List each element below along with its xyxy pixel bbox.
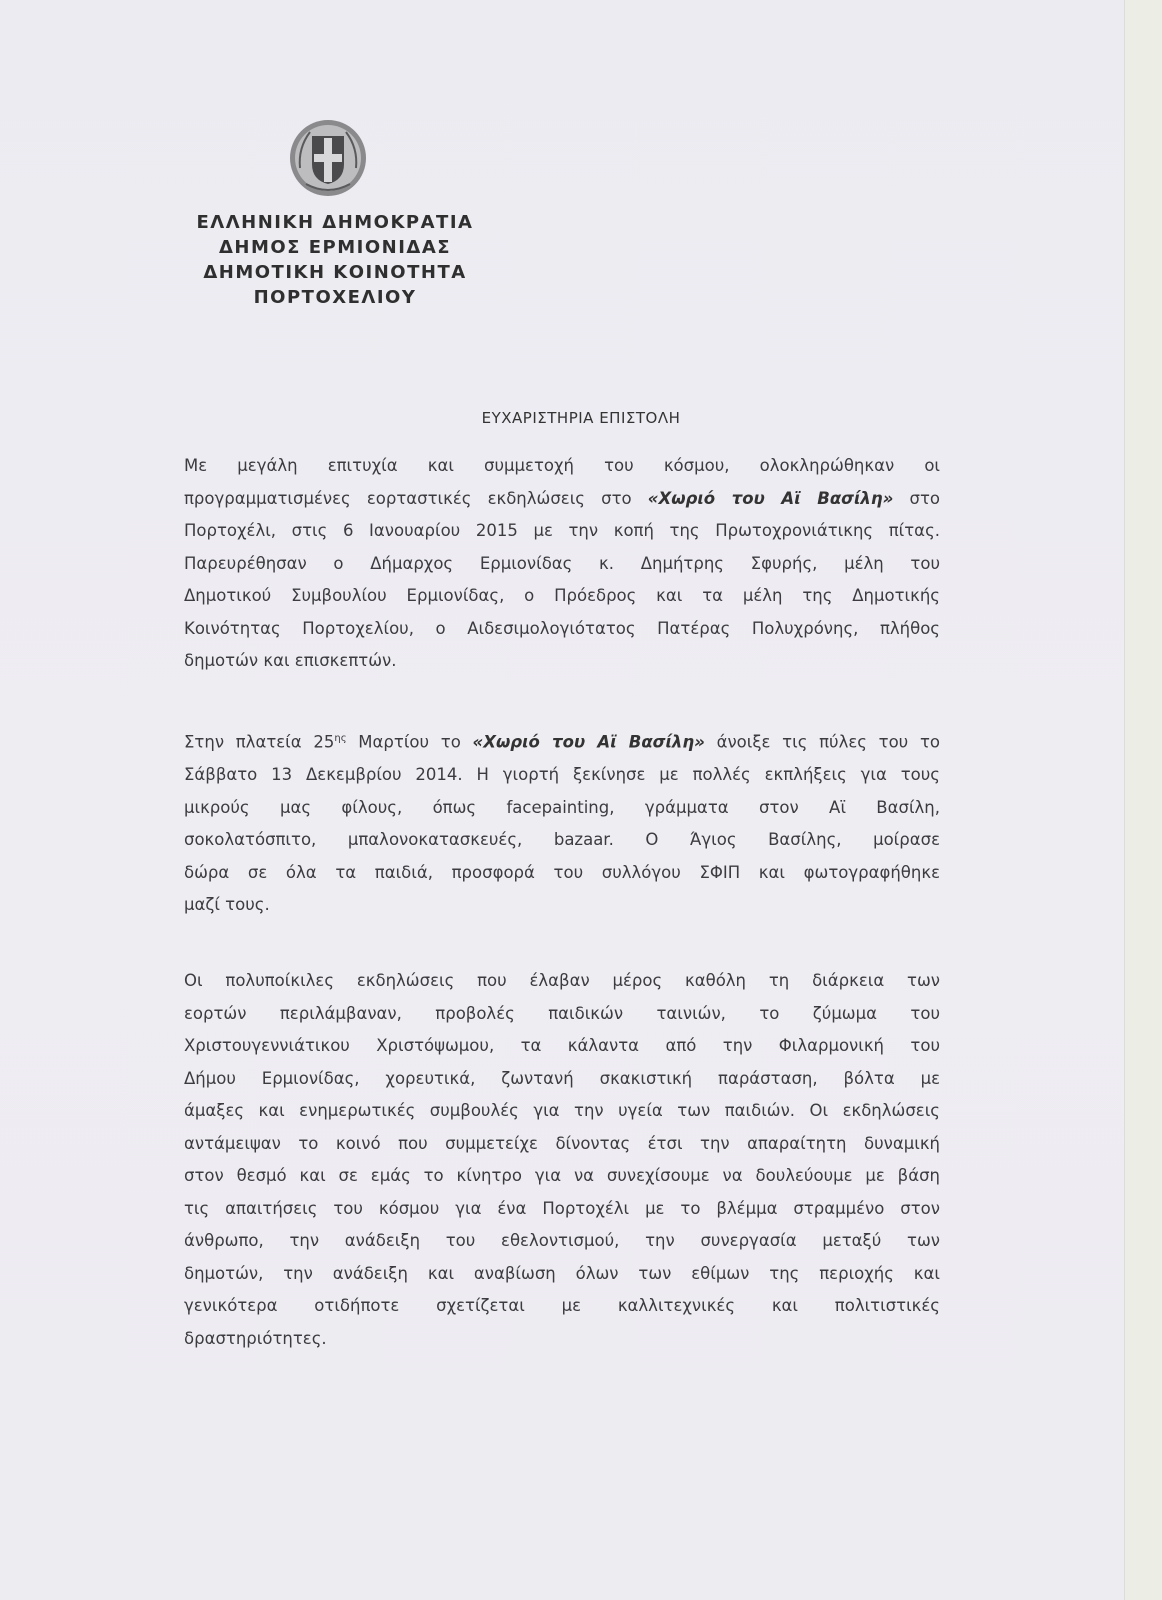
document-title: ΕΥΧΑΡΙΣΤΗΡΙΑ ΕΠΙΣΤΟΛΗ [481, 409, 681, 427]
text-line: τις απαιτήσεις του κόσμου για ένα Πορτοχέλι με το βλέμμα στραμμένο στον [184, 1198, 940, 1218]
header-line: ΔΗΜΟΤΙΚΗ ΚΟΙΝΟΤΗΤΑ [203, 262, 467, 283]
text-line: μικρούς μας φίλους, όπως facepainting, γράμματα στον Αϊ Βασίλη, [184, 797, 940, 817]
text-line: Στην πλατεία $25^{\eta\varsigma}$ Μαρτίου το «Χωριό του Αϊ Βασίλη» άνοιξε τις πύλες του το [184, 732, 940, 752]
text-line: προγραμματισμένες εορταστικές εκδηλώσεις στο «Χωριό του Αϊ Βασίλη» στο [184, 488, 940, 508]
text-line: Οι πολυποίκιλες εκδηλώσεις που έλαβαν μέρος καθόλη τη διάρκεια των [184, 971, 940, 990]
header-line: ΔΗΜΟΣ ΕΡΜΙΟΝΙΔΑΣ [218, 237, 452, 258]
greek-coat-of-arms-icon [288, 118, 368, 198]
issuer-header [170, 210, 500, 310]
text-line: Δήμου Ερμιονίδας, χορευτικά, ζωντανή σκακιστική παράσταση, βόλτα με [184, 1068, 940, 1088]
text-line: δημοτών, την ανάδειξη και αναβίωση όλων των εθίμων της περιοχής και [184, 1263, 940, 1283]
text-line: μαζί τους. [184, 895, 270, 914]
text-line: δραστηριότητες. [184, 1328, 327, 1348]
text-line: Κοινότητας Πορτοχελίου, ο Αιδεσιμολογιότατος Πατέρας Πολυχρόνης, πλήθος [184, 618, 940, 638]
quoted-event-name: «Χωριό του Αϊ Βασίλη» [472, 732, 705, 752]
text-line: σοκολατόσπιτο, μπαλονοκατασκευές, bazaar. Ο Άγιος Βασίλης, μοίρασε [184, 830, 940, 849]
header-line: ΠΟΡΤΟΧΕΛΙΟΥ [253, 287, 417, 308]
text-line: εορτών περιλάμβαναν, προβολές παιδικών ταινιών, το ζύμωμα του [184, 1003, 940, 1023]
text-line: άμαξες και ενημερωτικές συμβουλές για την υγεία των παιδιών. Οι εκδηλώσεις [184, 1101, 940, 1120]
scanner-edge-strip [1124, 0, 1162, 1600]
header-line: ΕΛΛΗΝΙΚΗ ΔΗΜΟΚΡΑΤΙΑ [196, 212, 474, 233]
text-line: άνθρωπο, την ανάδειξη του εθελοντισμού, την συνεργασία μεταξύ των [184, 1231, 940, 1250]
text-line: στον θεσμό και σε εμάς το κίνητρο για να συνεχίσουμε να δουλεύουμε με βάση [184, 1166, 940, 1185]
text-line: Χριστουγεννιάτικου Χριστόψωμου, τα κάλαντα από την Φιλαρμονική του [184, 1036, 940, 1055]
paragraph-1 [184, 450, 940, 678]
text-line: αντάμειψαν το κοινό που συμμετείχε δίνοντας έτσι την απαραίτητη δυναμική [184, 1133, 940, 1153]
paragraph-3 [184, 965, 940, 1355]
paragraph-2 [184, 723, 940, 922]
text-line: Με μεγάλη επιτυχία και συμμετοχή του κόσμου, ολοκληρώθηκαν οι [184, 456, 940, 475]
text-line: Πορτοχέλι, στις 6 Ιανουαρίου 2015 με την κοπή της Πρωτοχρονιάτικης πίτας. [184, 521, 940, 540]
text-line: Παρευρέθησαν ο Δήμαρχος Ερμιονίδας κ. Δημήτρης Σφυρής, μέλη του [184, 553, 940, 573]
text-line: δημοτών και επισκεπτών. [184, 651, 397, 670]
text-line: δώρα σε όλα τα παιδιά, προσφορά του συλλόγου ΣΦΙΠ και φωτογραφήθηκε [184, 862, 940, 882]
quoted-event-name: «Χωριό του Αϊ Βασίλη» [647, 488, 894, 508]
text-line: Σάββατο 13 Δεκεμβρίου 2014. Η γιορτή ξεκίνησε με πολλές εκπλήξεις για τους [184, 765, 940, 784]
text-line: Δημοτικού Συμβουλίου Ερμιονίδας, ο Πρόεδρος και τα μέλη της Δημοτικής [184, 586, 940, 605]
text-line: γενικότερα οτιδήποτε σχετίζεται με καλλιτεχνικές και πολιτιστικές [184, 1296, 940, 1315]
